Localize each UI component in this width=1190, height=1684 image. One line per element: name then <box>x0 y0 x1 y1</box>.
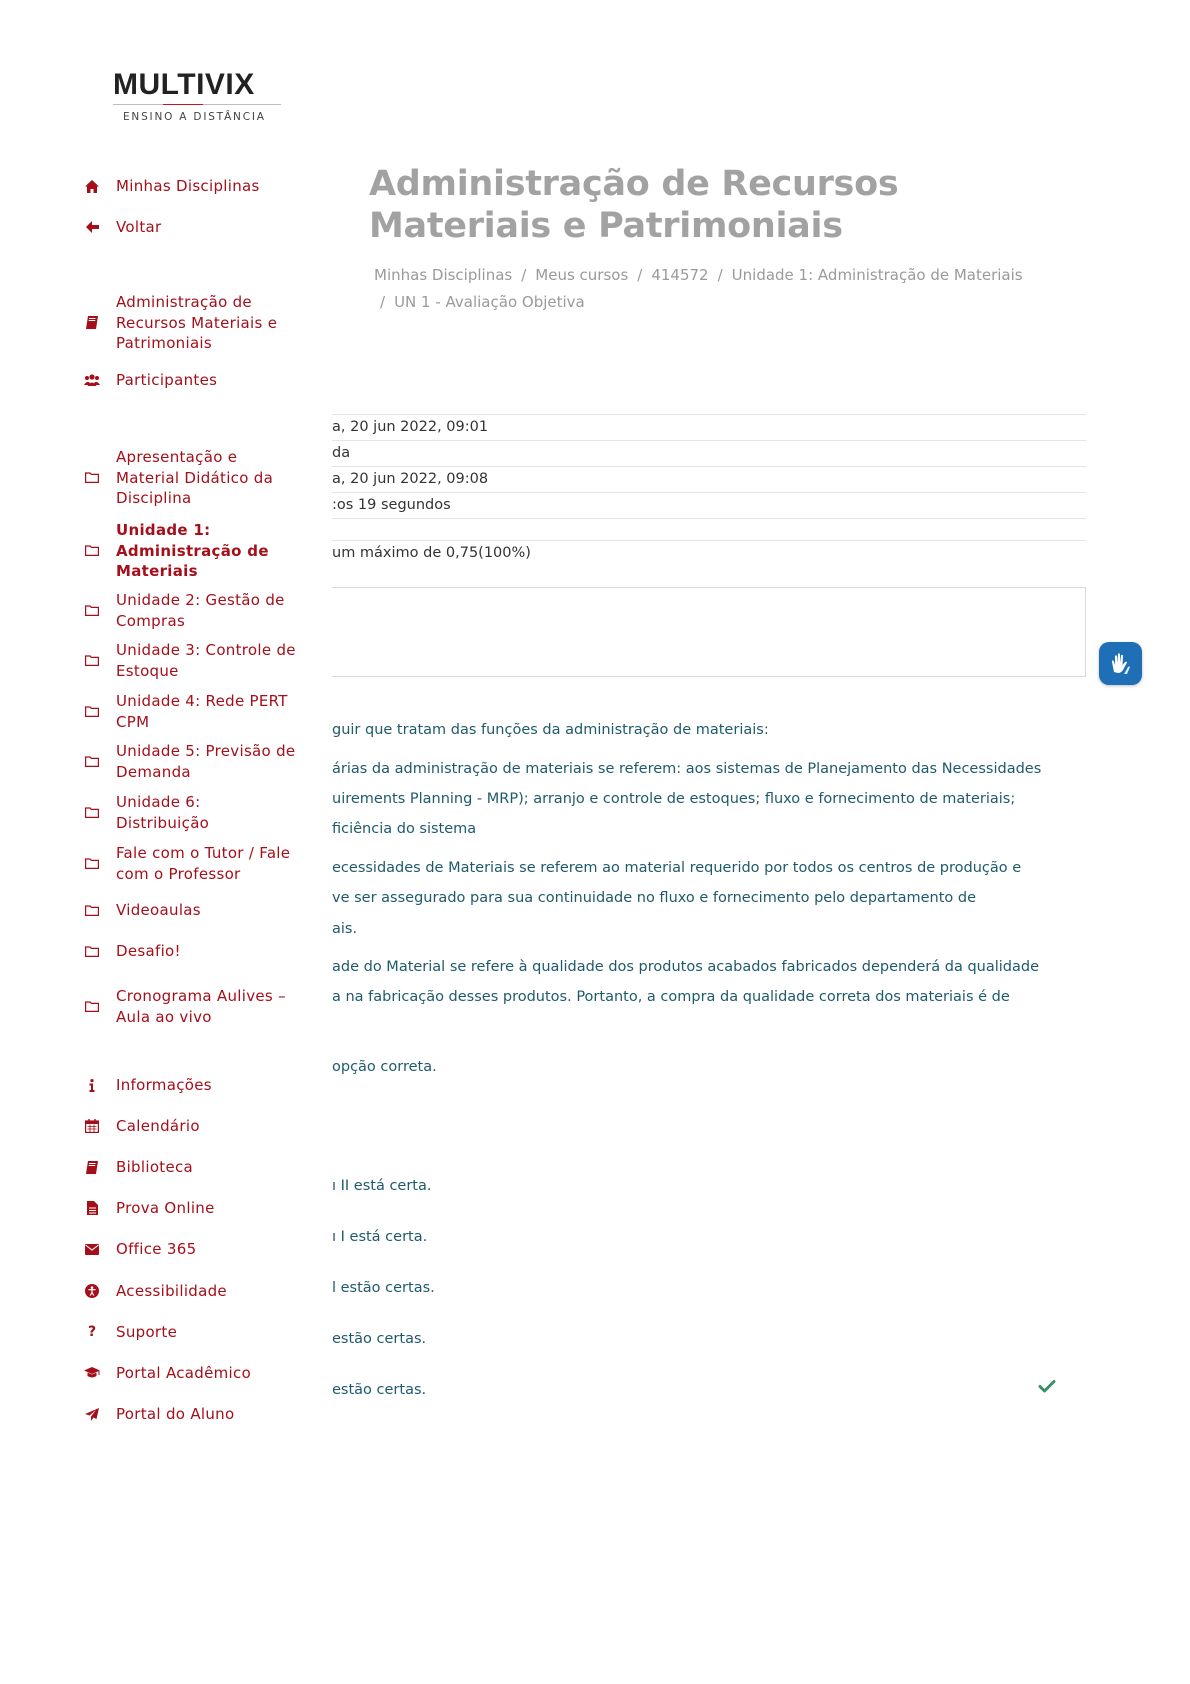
summary-completed: a, 20 jun 2022, 09:08 <box>332 466 1086 492</box>
sidebar-item-label: Prova Online <box>116 1199 215 1217</box>
sidebar-item-unidade-2[interactable] <box>84 590 304 631</box>
sidebar-item-unidade-4[interactable] <box>84 691 304 732</box>
summary-started: a, 20 jun 2022, 09:01 <box>332 414 1086 440</box>
folder-icon <box>84 943 100 959</box>
summary-time-taken: :os 19 segundos <box>332 492 1086 518</box>
answer-option[interactable]: estão certas. <box>332 1331 427 1347</box>
sidebar-item-fale-com-tutor[interactable] <box>84 843 304 884</box>
answer-option[interactable]: estão certas. <box>332 1382 427 1398</box>
sidebar-item-label: Office 365 <box>116 1240 197 1258</box>
sidebar-item-label: Informações <box>116 1076 212 1094</box>
calendar-icon <box>84 1118 100 1134</box>
breadcrumb-separator: / <box>380 293 386 311</box>
sidebar-item-label: Videoaulas <box>116 901 201 919</box>
logo[interactable] <box>113 70 283 123</box>
sidebar-item-voltar[interactable] <box>84 217 304 238</box>
sidebar-item-label: Acessibilidade <box>116 1282 227 1300</box>
sidebar-item-prova-online[interactable] <box>84 1198 304 1219</box>
question-line: ve ser assegurado para sua continuidade no fluxo e fornecimento pelo departamento de <box>332 890 977 906</box>
sidebar-item-label: Voltar <box>116 218 162 236</box>
sidebar-item-unidade-3[interactable] <box>84 640 304 681</box>
folder-icon <box>84 704 100 720</box>
question-icon: ? <box>87 1324 97 1341</box>
info-icon <box>84 1077 100 1093</box>
sidebar-item-minhas-disciplinas[interactable] <box>84 176 304 197</box>
breadcrumb-item-minhas-disciplinas[interactable]: Minhas Disciplinas <box>374 266 513 284</box>
sidebar-item-apresentacao[interactable] <box>84 447 304 509</box>
sidebar-item-label: Administração de Recursos Materiais e Patrimoniais <box>116 293 278 352</box>
question-intro: guir que tratam das funções da administração de materiais: <box>332 722 769 738</box>
folder-icon <box>84 856 100 872</box>
users-icon <box>84 372 100 388</box>
sidebar-item-label: Unidade 5: Previsão de Demanda <box>116 742 296 781</box>
logo-brand: MULTIVIX <box>113 68 255 101</box>
sidebar-item-label: Desafio! <box>116 942 181 960</box>
sidebar-item-label: Biblioteca <box>116 1158 194 1176</box>
sidebar-item-videoaulas[interactable] <box>84 900 304 921</box>
book-icon <box>84 315 100 331</box>
logo-tagline: ENSINO A DISTÂNCIA <box>123 111 266 123</box>
sidebar-item-cronograma[interactable] <box>84 986 304 1027</box>
sidebar-item-label: Apresentação e Material Didático da Disciplina <box>116 448 274 507</box>
question-line: ecessidades de Materiais se referem ao material requerido por todos os centros de produção e <box>332 860 1022 876</box>
home-icon <box>84 178 100 194</box>
sidebar-item-unidade-1[interactable] <box>84 520 304 582</box>
breadcrumb-item-avaliacao: UN 1 - Avaliação Objetiva <box>394 293 585 311</box>
sidebar-item-portal-do-aluno[interactable] <box>84 1404 304 1425</box>
breadcrumb-separator: / <box>637 266 643 284</box>
sidebar-item-label: Fale com o Tutor / Fale com o Professor <box>116 844 291 883</box>
sign-language-button[interactable] <box>1099 642 1142 685</box>
sidebar-item-unidade-5[interactable] <box>84 741 304 782</box>
sidebar-item-label: Minhas Disciplinas <box>116 177 260 195</box>
sidebar-item-office-365[interactable] <box>84 1239 304 1260</box>
sidebar-item-label: Unidade 6: Distribuição <box>116 793 210 832</box>
answer-option[interactable]: l estão certas. <box>332 1280 435 1296</box>
breadcrumb <box>374 262 1074 316</box>
attempt-summary <box>332 414 1086 566</box>
folder-icon <box>84 999 100 1015</box>
sidebar-item-informacoes[interactable] <box>84 1075 304 1096</box>
sidebar-item-desafio[interactable] <box>84 941 304 962</box>
accessibility-icon <box>84 1283 100 1299</box>
folder-icon <box>84 805 100 821</box>
sidebar-item-participantes[interactable] <box>84 370 304 391</box>
file-icon <box>84 1200 100 1216</box>
answer-option[interactable]: ı II está certa. <box>332 1178 432 1194</box>
sidebar-item-unidade-6[interactable] <box>84 792 304 833</box>
folder-icon <box>84 653 100 669</box>
sidebar-item-calendario[interactable] <box>84 1116 304 1137</box>
summary-grade: um máximo de 0,75(100%) <box>332 540 1086 566</box>
sidebar-item-label: Suporte <box>116 1323 178 1341</box>
logo-divider <box>113 104 281 105</box>
summary-state: da <box>332 440 1086 466</box>
sidebar-item-biblioteca[interactable] <box>84 1157 304 1178</box>
folder-icon <box>84 603 100 619</box>
sidebar-item-label: Portal do Aluno <box>116 1405 235 1423</box>
question-line: árias da administração de materiais se referem: aos sistemas de Planejamento das Necessidades <box>332 761 1042 777</box>
sidebar-item-label: Unidade 2: Gestão de Compras <box>116 591 285 630</box>
breadcrumb-item-unidade-1[interactable]: Unidade 1: Administração de Materiais <box>731 266 1023 284</box>
question-line: ais. <box>332 921 358 937</box>
sidebar-item-label: Cronograma Aulives – Aula ao vivo <box>116 987 286 1026</box>
folder-icon <box>84 470 100 486</box>
sidebar-item-label: Calendário <box>116 1117 200 1135</box>
sidebar-item-suporte[interactable] <box>84 1322 304 1343</box>
sidebar-item-course[interactable] <box>84 292 304 354</box>
sidebar-item-portal-academico[interactable] <box>84 1363 304 1384</box>
sidebar-item-label: Unidade 4: Rede PERT CPM <box>116 692 288 731</box>
question-info-box <box>332 587 1086 677</box>
breadcrumb-separator: / <box>521 266 527 284</box>
check-icon <box>1038 1377 1056 1395</box>
folder-icon <box>84 543 100 559</box>
folder-icon <box>84 754 100 770</box>
sidebar-item-label: Unidade 1: Administração de Materiais <box>116 521 269 580</box>
question-prompt: opção correta. <box>332 1059 437 1075</box>
hands-icon <box>1107 650 1135 678</box>
book-icon <box>84 1159 100 1175</box>
sidebar-item-label: Participantes <box>116 371 218 389</box>
question-line: a na fabricação desses produtos. Portanto, a compra da qualidade correta dos materiais é de <box>332 989 1010 1005</box>
page-title: Administração de Recursos Materiais e Patrimoniais <box>369 164 899 246</box>
envelope-icon <box>84 1241 100 1257</box>
folder-icon <box>84 902 100 918</box>
summary-blank-row <box>332 518 1086 540</box>
arrow-left-icon <box>84 219 100 235</box>
answer-option[interactable]: ı I está certa. <box>332 1229 428 1245</box>
breadcrumb-item-course-id[interactable]: 414572 <box>651 266 709 284</box>
breadcrumb-item-meus-cursos[interactable]: Meus cursos <box>535 266 629 284</box>
graduation-cap-icon <box>84 1365 100 1381</box>
breadcrumb-separator: / <box>717 266 723 284</box>
sidebar-item-label: Unidade 3: Controle de Estoque <box>116 641 296 680</box>
question-line: ficiência do sistema <box>332 821 477 837</box>
question-line: ade do Material se refere à qualidade dos produtos acabados fabricados dependerá da qualidade <box>332 959 1040 975</box>
paper-plane-icon <box>84 1406 100 1422</box>
sidebar-item-label: Portal Acadêmico <box>116 1364 252 1382</box>
question-line: uirements Planning - MRP); arranjo e controle de estoques; fluxo e fornecimento de materiais; <box>332 791 1016 807</box>
sidebar-item-acessibilidade[interactable] <box>84 1281 304 1302</box>
